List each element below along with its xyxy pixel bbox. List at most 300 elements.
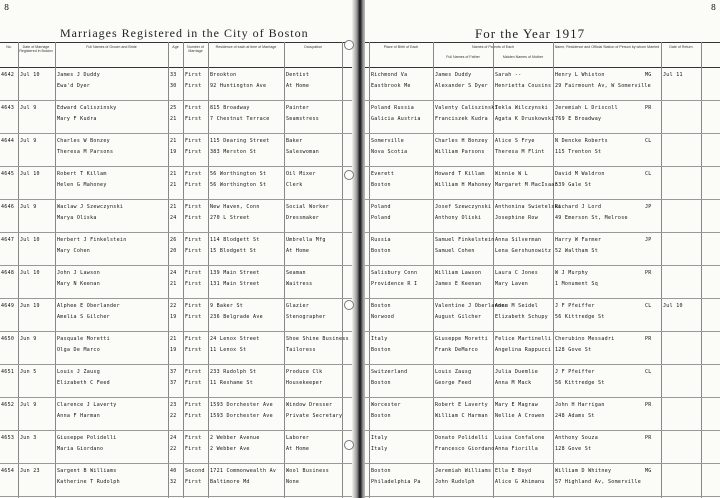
groom-age: 22 — [170, 303, 177, 309]
entry-number: 4643 — [1, 105, 15, 111]
bride-birthplace: Poland — [371, 215, 391, 221]
groom-birthplace: Italy — [371, 435, 388, 441]
header-names: Full Names of Groom and Bride — [86, 45, 137, 49]
entry-date: Jul 9 — [20, 402, 37, 408]
ledger-row — [365, 397, 720, 431]
groom-name: Herbert J Finkelstein — [57, 237, 127, 243]
ledger-row — [0, 397, 357, 431]
return-date: Jul 10 — [663, 303, 683, 309]
groom-residence: 233 Rudolph St — [210, 369, 257, 375]
bride-mother: Elizabeth Schupy — [495, 314, 548, 320]
entry-date: Jul 10 — [20, 171, 40, 177]
ledger-row — [0, 298, 357, 332]
groom-age: 21 — [170, 204, 177, 210]
groom-father: Giuseppe Moretti — [435, 336, 488, 342]
bride-mother: Mary Laven — [495, 281, 529, 287]
ledger-row — [0, 67, 357, 101]
bride-residence: 383 Merston St — [210, 149, 257, 155]
bride-mother: Angelina Rappucci — [495, 347, 552, 353]
bride-residence: 56 Worthington St — [210, 182, 267, 188]
groom-marriage-number: First — [185, 105, 202, 111]
bride-residence: 11 Lenox St — [210, 347, 247, 353]
ledger-row — [365, 364, 720, 398]
bride-occupation: Seamstress — [286, 116, 320, 122]
groom-birthplace: Richmond Va — [371, 72, 408, 78]
groom-father: William Lawson — [435, 270, 482, 276]
bride-marriage-number: First — [185, 413, 202, 419]
groom-birthplace: Italy — [371, 336, 388, 342]
bride-name: Katherine T Rudolph — [57, 479, 120, 485]
groom-father: Valenty Caliszinski — [435, 105, 498, 111]
officiant-code: MG — [645, 72, 652, 78]
ledger-row — [0, 166, 357, 200]
groom-mother: Ella E Boyd — [495, 468, 532, 474]
bride-birthplace: Galicia Austria — [371, 116, 421, 122]
bride-residence: 2 Webber Ave — [210, 446, 250, 452]
officiant-residence: 57 Highland Av, Somerville — [555, 479, 642, 485]
bride-marriage-number: First — [185, 215, 202, 221]
header-birthplace: Place of Birth of Each — [383, 45, 419, 49]
officiant-code: CL — [645, 171, 652, 177]
bride-marriage-number: First — [185, 380, 202, 386]
bride-residence: 7 Chestnut Terrace — [210, 116, 270, 122]
bride-birthplace: Providence R I — [371, 281, 418, 287]
ledger-row — [0, 430, 357, 464]
header-officiant: Name, Residence and Official Station of Person by whom Married — [554, 45, 660, 49]
left-page-number: 8 — [4, 3, 10, 12]
bride-age: 24 — [170, 215, 177, 221]
officiant-code: JP — [645, 204, 652, 210]
groom-age: 25 — [170, 105, 177, 111]
header-occupation: Occupation — [303, 45, 323, 49]
officiant-name: David M Waldron — [555, 171, 605, 177]
bride-residence: Baltimore Md — [210, 479, 250, 485]
groom-mother: Anthonina Swietelska — [495, 204, 562, 210]
groom-mother: Anna M Seidel — [495, 303, 539, 309]
officiant-code: JP — [645, 237, 652, 243]
bride-name: Maria Giordano — [57, 446, 104, 452]
groom-residence: 139 Main Street — [210, 270, 260, 276]
groom-occupation: Shoe Shine Business — [286, 336, 349, 342]
bride-name: Mary F Kudra — [57, 116, 97, 122]
officiant-name: Cherubino Messadri — [555, 336, 615, 342]
ledger-row — [0, 100, 357, 134]
bride-mother: Nellie A Crowen — [495, 413, 545, 419]
bride-marriage-number: First — [185, 347, 202, 353]
bride-name: Theresa M Parsons — [57, 149, 114, 155]
left-column-headers — [0, 42, 357, 68]
groom-father: Josef Szewczynski — [435, 204, 492, 210]
bride-residence: 92 Huntington Ave — [210, 83, 267, 89]
officiant-residence: 115 Trenton St — [555, 149, 602, 155]
groom-father: Charles H Bonzey — [435, 138, 488, 144]
groom-mother: Luisa Confalone — [495, 435, 545, 441]
groom-father: Howard T Killam — [435, 171, 485, 177]
bride-birthplace: Boston — [371, 182, 391, 188]
bride-mother: Anna M Mack — [495, 380, 532, 386]
officiant-residence: 128 Gove St — [555, 347, 592, 353]
officiant-name: Richard J Lord — [555, 204, 602, 210]
header-father: Full Names of Father — [446, 55, 480, 59]
groom-mother: Julia Duemlie — [495, 369, 539, 375]
bride-father: John Rudolph — [435, 479, 475, 485]
officiant-name: Henry L Whiston — [555, 72, 605, 78]
groom-residence: 9 Baker St — [210, 303, 244, 309]
ledger-row — [365, 100, 720, 134]
groom-name: James J Duddy — [57, 72, 101, 78]
groom-occupation: Laborer — [286, 435, 310, 441]
bride-mother: Lena Gershunowitz — [495, 248, 552, 254]
entry-number: 4651 — [1, 369, 15, 375]
groom-name: Waclaw J Szewczynski — [57, 204, 124, 210]
groom-name: Robert T Killam — [57, 171, 107, 177]
groom-name: Pasquale Moretti — [57, 336, 110, 342]
return-date — [663, 136, 700, 146]
groom-residence: 56 Worthington St — [210, 171, 267, 177]
bride-marriage-number: First — [185, 281, 202, 287]
bride-marriage-number: First — [185, 149, 202, 155]
groom-mother: Alice S Frye — [495, 138, 535, 144]
bride-name: Marya Oliska — [57, 215, 97, 221]
bride-residence: 236 Belgrade Ave — [210, 314, 263, 320]
return-date — [663, 433, 700, 443]
groom-occupation: Baker — [286, 138, 303, 144]
groom-age: 21 — [170, 171, 177, 177]
groom-mother: Sarah -- — [495, 72, 522, 78]
bride-father: Samuel Cohen — [435, 248, 475, 254]
groom-marriage-number: First — [185, 72, 202, 78]
ledger-row — [365, 133, 720, 167]
bride-father: Francesco Giordano — [435, 446, 495, 452]
officiant-name: J F Pfeiffer — [555, 303, 595, 309]
officiant-residence: 56 Kittredge St — [555, 314, 605, 320]
groom-birthplace: Somerville — [371, 138, 405, 144]
groom-marriage-number: First — [185, 204, 202, 210]
bride-father: George Feed — [435, 380, 472, 386]
officiant-name: J F Pfeiffer — [555, 369, 595, 375]
groom-age: 37 — [170, 369, 177, 375]
groom-mother: Felice Martinelli — [495, 336, 552, 342]
groom-marriage-number: First — [185, 171, 202, 177]
groom-mother: Anna Silverman — [495, 237, 542, 243]
bride-birthplace: Philadelphia Pa — [371, 479, 421, 485]
ledger-row — [365, 298, 720, 332]
groom-occupation: Painter — [286, 105, 310, 111]
officiant-name: William D Whitney — [555, 468, 612, 474]
groom-mother: Winnie W L — [495, 171, 529, 177]
groom-mother: Mary E Magraw — [495, 402, 539, 408]
entry-number: 4646 — [1, 204, 15, 210]
entry-number: 4648 — [1, 270, 15, 276]
groom-name: Sargent B Williams — [57, 468, 117, 474]
groom-father: Louis Zausg — [435, 369, 472, 375]
bride-birthplace: Italy — [371, 446, 388, 452]
officiant-name: Anthony Souza — [555, 435, 599, 441]
bride-father: August Gilcher — [435, 314, 482, 320]
groom-name: Louis J Zausg — [57, 369, 101, 375]
groom-name: Giuseppe Polidelli — [57, 435, 117, 441]
bride-marriage-number: First — [185, 182, 202, 188]
groom-birthplace: Worcester — [371, 402, 401, 408]
entry-date: Jul 10 — [20, 237, 40, 243]
groom-mother: Laura C Jones — [495, 270, 539, 276]
groom-name: Alphee E Oberlander — [57, 303, 120, 309]
groom-name: Edward Caliszinsky — [57, 105, 117, 111]
bride-birthplace: Boston — [371, 413, 391, 419]
bride-occupation: Tailoress — [286, 347, 316, 353]
officiant-residence: 248 Adams St — [555, 413, 595, 419]
groom-marriage-number: First — [185, 270, 202, 276]
bride-name: Olga De Marco — [57, 347, 101, 353]
officiant-residence: 52 Waltham St — [555, 248, 599, 254]
ledger-row — [0, 232, 357, 266]
groom-birthplace: Salisbury Conn — [371, 270, 418, 276]
bride-marriage-number: First — [185, 83, 202, 89]
groom-occupation: Oil Mixer — [286, 171, 316, 177]
bride-residence: 270 L Street — [210, 215, 250, 221]
officiant-name: W J Murphy — [555, 270, 589, 276]
groom-occupation: Dentist — [286, 72, 310, 78]
groom-name: John J Lawson — [57, 270, 101, 276]
header-mother: Maiden Names of Mother — [502, 55, 544, 59]
header-date: Date of Marriage Registered in Boston — [19, 45, 53, 54]
bride-birthplace: Boston — [371, 347, 391, 353]
entry-number: 4653 — [1, 435, 15, 441]
groom-marriage-number: First — [185, 336, 202, 342]
bride-birthplace: Eastbrook Me — [371, 83, 411, 89]
bride-occupation: Stenographer — [286, 314, 326, 320]
bride-name: Amelia S Gilcher — [57, 314, 110, 320]
bride-mother: Anna Fiorilla — [495, 446, 539, 452]
groom-father: Samuel Finkelstein — [435, 237, 495, 243]
ledger-row — [0, 364, 357, 398]
groom-birthplace: Russia — [371, 237, 391, 243]
officiant-residence: 29 Fairmount Av, W Somerville — [555, 83, 651, 89]
ledger-row — [365, 232, 720, 266]
return-date — [663, 235, 700, 245]
groom-age: 21 — [170, 138, 177, 144]
bride-age: 22 — [170, 413, 177, 419]
groom-occupation: Produce Clk — [286, 369, 323, 375]
groom-father: James Duddy — [435, 72, 472, 78]
groom-occupation: Seaman — [286, 270, 306, 276]
groom-residence: 24 Lenox Street — [210, 336, 260, 342]
bride-residence: 1593 Dorchester Ave — [210, 413, 273, 419]
header-age: Age — [172, 45, 179, 49]
ledger-row — [365, 199, 720, 233]
groom-marriage-number: Second — [185, 468, 205, 474]
bride-age: 19 — [170, 347, 177, 353]
groom-age: 24 — [170, 435, 177, 441]
groom-occupation: Glazier — [286, 303, 310, 309]
groom-residence: 114 Blodgett St — [210, 237, 260, 243]
bride-marriage-number: First — [185, 314, 202, 320]
return-date — [663, 169, 700, 179]
officiant-name: John H Harrigan — [555, 402, 605, 408]
groom-residence: 115 Dearing Street — [210, 138, 270, 144]
bride-birthplace: Boston — [371, 248, 391, 254]
return-date — [663, 268, 700, 278]
groom-age: 21 — [170, 336, 177, 342]
bride-age: 19 — [170, 314, 177, 320]
bride-age: 21 — [170, 281, 177, 287]
header-marriage-number: Number of Marriage — [187, 45, 204, 54]
bride-birthplace: Boston — [371, 380, 391, 386]
groom-age: 23 — [170, 402, 177, 408]
entry-number: 4647 — [1, 237, 15, 243]
ledger-row — [0, 199, 357, 233]
ledger-row — [0, 331, 357, 365]
return-date — [663, 400, 700, 410]
groom-residence: 2 Webber Avenue — [210, 435, 260, 441]
groom-marriage-number: First — [185, 435, 202, 441]
groom-birthplace: Boston — [371, 303, 391, 309]
return-date — [663, 202, 700, 212]
officiant-name: N Dencke Roberts — [555, 138, 608, 144]
right-page-title: For the Year 1917 — [475, 26, 586, 41]
ledger-row — [0, 133, 357, 167]
bride-marriage-number: First — [185, 116, 202, 122]
groom-marriage-number: First — [185, 237, 202, 243]
bride-occupation: Dressmaker — [286, 215, 320, 221]
entry-date: Jun 19 — [20, 303, 40, 309]
bride-mother: Alice G Ahimanu — [495, 479, 545, 485]
bride-residence: 131 Main Street — [210, 281, 260, 287]
bride-father: Franciszek Kudra — [435, 116, 488, 122]
groom-occupation: Umbrella Mfg — [286, 237, 326, 243]
groom-mother: Tekla Wilczynski — [495, 105, 548, 111]
entry-number: 4650 — [1, 336, 15, 342]
bride-residence: 11 Rexhame St — [210, 380, 254, 386]
bride-age: 20 — [170, 248, 177, 254]
bride-occupation: At Home — [286, 248, 310, 254]
groom-name: Clarence J Laverty — [57, 402, 117, 408]
bride-age: 19 — [170, 149, 177, 155]
return-date — [663, 367, 700, 377]
header-no: No. — [6, 45, 12, 49]
bride-age: 30 — [170, 83, 177, 89]
officiant-code: MG — [645, 468, 652, 474]
return-date: Jul 11 — [663, 72, 683, 78]
groom-residence: 1721 Commonwealth Av — [210, 468, 277, 474]
entry-number: 4644 — [1, 138, 15, 144]
officiant-code: CL — [645, 369, 652, 375]
groom-marriage-number: First — [185, 303, 202, 309]
groom-occupation: Wool Business — [286, 468, 330, 474]
bride-marriage-number: First — [185, 479, 202, 485]
entry-date: Jun 3 — [20, 435, 37, 441]
bride-mother: Josephine Row — [495, 215, 539, 221]
ledger-row — [365, 463, 720, 497]
return-date — [663, 103, 700, 113]
entry-number: 4649 — [1, 303, 15, 309]
bride-occupation: Housekeeper — [286, 380, 323, 386]
bride-marriage-number: First — [185, 248, 202, 254]
bride-birthplace: Norwood — [371, 314, 395, 320]
groom-father: Jeremiah Williams — [435, 468, 492, 474]
bride-occupation: At Home — [286, 446, 310, 452]
bride-age: 32 — [170, 479, 177, 485]
return-date — [663, 334, 700, 344]
entry-number: 4652 — [1, 402, 15, 408]
bride-father: Anthony Oliski — [435, 215, 482, 221]
officiant-code: PR — [645, 435, 652, 441]
bride-name: Mary N Keenan — [57, 281, 101, 287]
ledger-row — [365, 67, 720, 101]
bride-name: Elizabeth C Feed — [57, 380, 110, 386]
groom-residence: Brookton — [210, 72, 237, 78]
groom-age: 26 — [170, 237, 177, 243]
bride-mother: Margaret M MacIsaac — [495, 182, 558, 188]
entry-date: Jun 9 — [20, 336, 37, 342]
ledger-row — [365, 265, 720, 299]
bride-mother: Theresa M Flint — [495, 149, 545, 155]
bride-name: Helen G Mahoney — [57, 182, 107, 188]
return-date — [663, 466, 700, 476]
groom-father: Donato Polidelli — [435, 435, 488, 441]
groom-occupation: Window Dresser — [286, 402, 333, 408]
bride-father: Frank DeMarco — [435, 347, 479, 353]
officiant-code: PR — [645, 270, 652, 276]
entry-date: Jun 23 — [20, 468, 40, 474]
bride-father: William Parsons — [435, 149, 485, 155]
groom-father: Robert E Laverty — [435, 402, 488, 408]
entry-date: Jul 9 — [20, 138, 37, 144]
officiant-residence: 769 E Broadway — [555, 116, 602, 122]
groom-age: 40 — [170, 468, 177, 474]
officiant-residence: 128 Gove St — [555, 446, 592, 452]
officiant-residence: 49 Emerson St, Melrose — [555, 215, 628, 221]
groom-marriage-number: First — [185, 369, 202, 375]
groom-marriage-number: First — [185, 138, 202, 144]
bride-name: Anna F Harman — [57, 413, 101, 419]
right-column-headers — [365, 42, 720, 68]
bride-marriage-number: First — [185, 446, 202, 452]
officiant-residence: 1 Monument Sq — [555, 281, 599, 287]
groom-occupation: Social Worker — [286, 204, 330, 210]
bride-occupation: Clerk — [286, 182, 303, 188]
officiant-name: Jeremiah L Driscoll — [555, 105, 618, 111]
bride-occupation: Private Secretary — [286, 413, 343, 419]
bride-mother: Agata K Druskowski — [495, 116, 555, 122]
ledger-row — [365, 166, 720, 200]
entry-date: Jul 10 — [20, 270, 40, 276]
groom-birthplace: Boston — [371, 468, 391, 474]
officiant-code: CL — [645, 303, 652, 309]
entry-number: 4654 — [1, 468, 15, 474]
ledger-row — [0, 265, 357, 299]
officiant-code: CL — [645, 138, 652, 144]
officiant-code: PR — [645, 105, 652, 111]
bride-father: William C Harman — [435, 413, 488, 419]
bride-birthplace: Nova Scotia — [371, 149, 408, 155]
bride-age: 22 — [170, 446, 177, 452]
officiant-code: PR — [645, 336, 652, 342]
officiant-code: PR — [645, 402, 652, 408]
entry-date: Jul 9 — [20, 105, 37, 111]
entry-date: Jul 10 — [20, 72, 40, 78]
groom-residence: 1593 Dorchester Ave — [210, 402, 273, 408]
bride-age: 21 — [170, 182, 177, 188]
officiant-residence: 56 Kittredge St — [555, 380, 605, 386]
officiant-name: Harry W Farmer — [555, 237, 602, 243]
groom-age: 33 — [170, 72, 177, 78]
bride-name: Mary Cohen — [57, 248, 91, 254]
right-page — [365, 0, 720, 498]
groom-age: 24 — [170, 270, 177, 276]
groom-birthplace: Switzerland — [371, 369, 408, 375]
bride-residence: 15 Blodgett St — [210, 248, 257, 254]
